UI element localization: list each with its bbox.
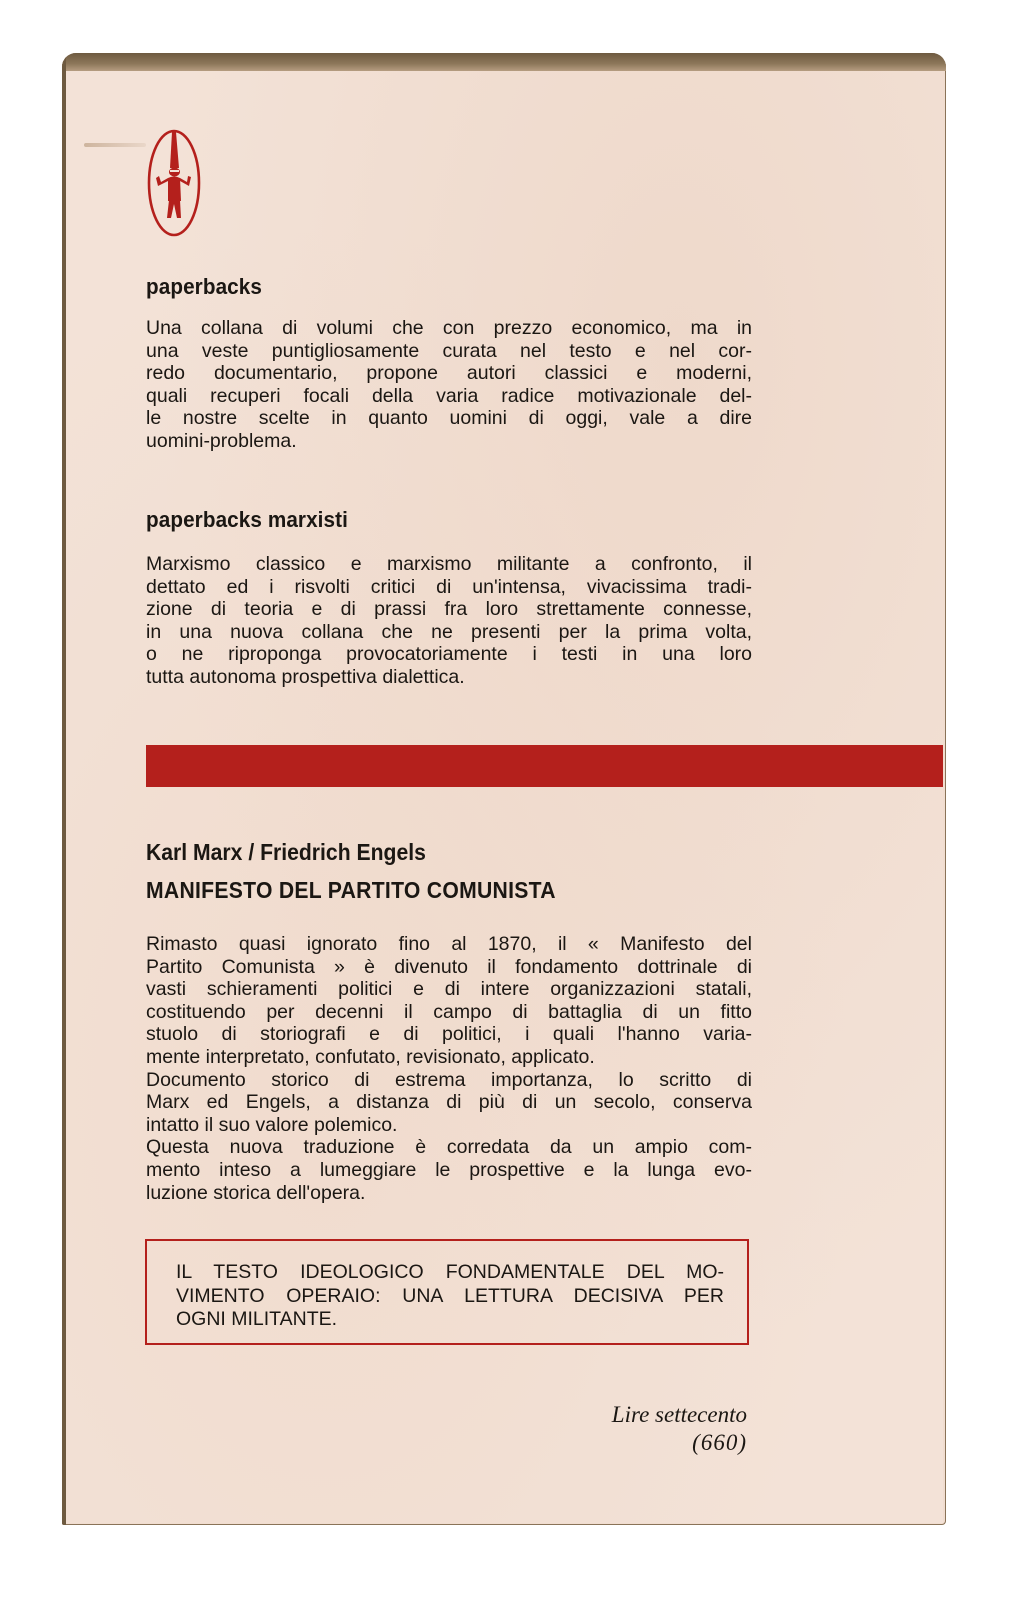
text-line: vasti schieramenti politici e di intere organizzazioni statali, <box>146 978 752 1001</box>
text-line: zione di teoria e di prassi fra loro strettamente connesse, <box>146 598 752 621</box>
text-line: o ne riproponga provocatoriamente i testi in una loro <box>146 643 752 666</box>
text-line: costituendo per decenni il campo di battaglia di un fitto <box>146 1000 752 1023</box>
text-line: quali recuperi focali della varia radice motivazionale del- <box>146 384 752 407</box>
text-line: redo documentario, propone autori classici e moderni, <box>146 362 752 385</box>
book-title: MANIFESTO DEL PARTITO COMUNISTA <box>146 877 556 903</box>
text-line: tutta autonoma prospettiva dialettica. <box>146 665 465 688</box>
text-line: mente interpretato, confutato, revisionato, applicato. <box>146 1045 595 1068</box>
text-line: Rimasto quasi ignorato fino al 1870, il « Manifesto del <box>146 933 752 955</box>
text-line: Marxismo classico e marxismo militante a confronto, il <box>146 553 752 575</box>
series-heading: paperbacks <box>146 274 262 299</box>
cover-paper <box>66 71 943 1523</box>
text-line: Questa nuova traduzione è corredata da un ampio com- <box>146 1136 752 1159</box>
book-blurb <box>146 933 752 1204</box>
text-line: una veste puntigliosamente curata nel testo e nel cor- <box>146 339 752 362</box>
book-authors: Karl Marx / Friedrich Engels <box>146 839 426 865</box>
text-line: uomini-problema. <box>146 429 297 452</box>
price-label: Lire settecento <box>611 1402 747 1427</box>
text-line: Documento storico di estrema importanza, lo scritto di <box>146 1068 752 1091</box>
text-line: Partito Comunista » è divenuto il fondamento dottrinale di <box>146 955 752 978</box>
subseries-heading: paperbacks marxisti <box>146 507 348 532</box>
text-line: Marx ed Engels, a distanza di più di un secolo, conserva <box>146 1091 752 1114</box>
text-line: dettato ed i risvolti critici di un'intensa, vivacissima tradi- <box>146 575 752 598</box>
text-line: VIMENTO OPERAIO: UNA LETTURA DECISIVA PER <box>176 1284 724 1307</box>
red-divider-bar <box>146 745 943 787</box>
text-line: IL TESTO IDEOLOGICO FONDAMENTALE DEL MO- <box>176 1261 724 1283</box>
text-line: luzione storica dell'opera. <box>146 1181 366 1204</box>
text-line: mento inteso a lumeggiare le prospettive e la lunga evo- <box>146 1158 752 1181</box>
text-line: stuolo di storiografi e di politici, i quali l'hanno varia- <box>146 1023 752 1046</box>
text-line: le nostre scelte in quanto uomini di oggi, vale a dire <box>146 407 752 430</box>
subseries-description <box>146 553 752 689</box>
text-line: intatto il suo valore polemico. <box>146 1113 398 1136</box>
text-line: in una nuova collana che ne presenti per la prima volta, <box>146 620 752 643</box>
stain-mark <box>84 143 146 147</box>
price-code: (660) <box>692 1430 747 1455</box>
text-line: Una collana di volumi che con prezzo economico, ma in <box>146 317 752 339</box>
price-block <box>612 1401 747 1457</box>
book-back-cover <box>62 53 946 1525</box>
series-description <box>146 317 752 453</box>
publisher-logo-icon <box>146 126 202 238</box>
highlight-text <box>176 1261 724 1332</box>
highlight-box <box>145 1239 749 1345</box>
text-line: OGNI MILITANTE. <box>176 1308 338 1330</box>
